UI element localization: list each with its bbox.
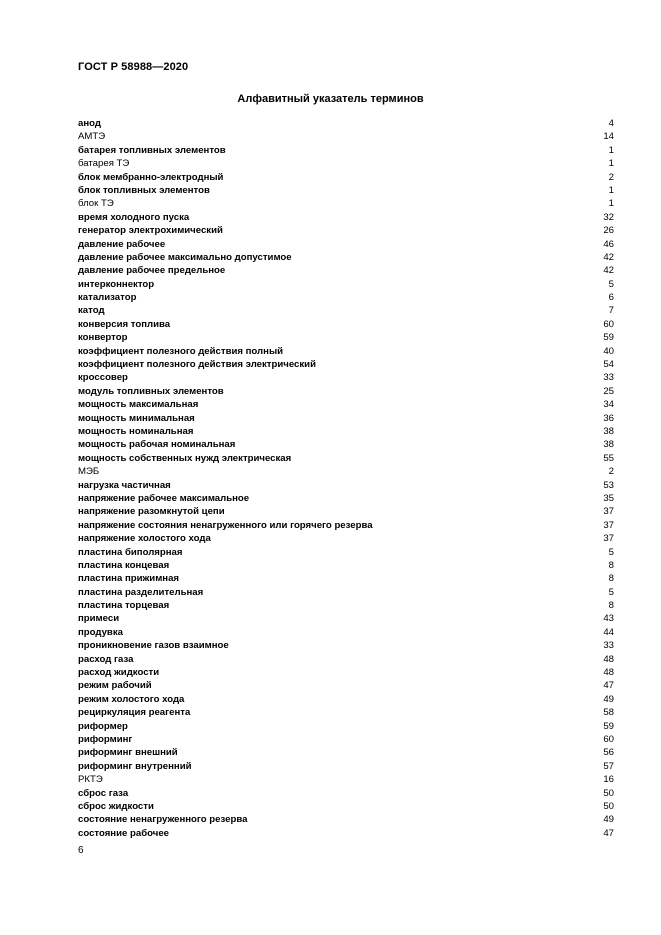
index-page-ref: 33 [603, 372, 614, 384]
index-page-ref: 46 [603, 238, 614, 250]
index-term: режим рабочий [78, 680, 152, 692]
index-page-ref: 42 [603, 265, 614, 277]
index-entry [78, 465, 614, 478]
index-page-ref: 50 [603, 800, 614, 812]
index-page-ref: 1 [608, 158, 614, 170]
index-title: Алфавитный указатель терминов [237, 93, 424, 105]
index-entry [78, 827, 614, 840]
index-term: риформинг внутренний [78, 760, 192, 772]
index-entry [78, 813, 614, 826]
index-page-ref: 38 [603, 439, 614, 451]
index-term: риформер [78, 720, 128, 732]
index-page-ref: 50 [603, 787, 614, 799]
index-term: АМТЭ [78, 131, 106, 143]
index-page-ref: 1 [608, 144, 614, 156]
index-term: расход газа [78, 653, 134, 665]
index-page-ref: 59 [603, 332, 614, 344]
index-page-ref: 56 [603, 747, 614, 759]
index-entry [78, 693, 614, 706]
index-term: мощность максимальная [78, 399, 199, 411]
index-term: интерконнектор [78, 278, 155, 290]
index-entry [78, 264, 614, 277]
index-entry [78, 184, 614, 197]
index-term: состояние рабочее [78, 827, 169, 839]
index-entry [78, 666, 614, 679]
index-page-ref: 2 [608, 171, 614, 183]
index-page-ref: 54 [603, 359, 614, 371]
index-term: блок топливных элементов [78, 184, 210, 196]
index-entry [78, 438, 614, 451]
index-term: мощность собственных нужд электрическая [78, 452, 292, 464]
index-term: блок мембранно-электродный [78, 171, 224, 183]
index-page-ref: 5 [608, 546, 614, 558]
index-entry [78, 746, 614, 759]
index-term: мощность рабочая номинальная [78, 439, 236, 451]
index-term: мощность минимальная [78, 412, 195, 424]
index-term: рециркуляция реагента [78, 707, 191, 719]
index-term: напряжение состояния ненагруженного или горячего резерва [78, 519, 373, 531]
index-entry [78, 773, 614, 786]
index-entry [78, 546, 614, 559]
index-entry [78, 760, 614, 773]
index-page-ref: 14 [603, 131, 614, 143]
index-entry [78, 130, 614, 143]
index-page-ref: 37 [603, 533, 614, 545]
index-entry [78, 639, 614, 652]
index-term: состояние ненагруженного резерва [78, 814, 248, 826]
index-term: примеси [78, 613, 120, 625]
index-term: проникновение газов взаимное [78, 640, 229, 652]
index-term: пластина торцевая [78, 600, 170, 612]
index-term: пластина разделительная [78, 586, 204, 598]
index-term: напряжение холостого хода [78, 533, 211, 545]
index-entry [78, 291, 614, 304]
index-entry [78, 612, 614, 625]
index-entry [78, 171, 614, 184]
index-page-ref: 8 [608, 559, 614, 571]
index-entry [78, 505, 614, 518]
index-page-ref: 36 [603, 412, 614, 424]
index-page-ref: 4 [608, 118, 614, 129]
index-page-ref: 49 [603, 693, 614, 705]
index-term: мощность номинальная [78, 425, 194, 437]
index-term: продувка [78, 626, 123, 638]
index-page-ref: 40 [603, 345, 614, 357]
index-term: коэффициент полезного действия полный [78, 345, 284, 357]
index-entry [78, 238, 614, 251]
index-term: катализатор [78, 292, 137, 304]
index-term: напряжение рабочее максимальное [78, 492, 250, 504]
index-page-ref: 47 [603, 827, 614, 839]
index-entry [78, 318, 614, 331]
index-entry [78, 425, 614, 438]
index-entry [78, 679, 614, 692]
index-page-ref: 48 [603, 653, 614, 665]
index-page-ref: 60 [603, 733, 614, 745]
index-term: сброс жидкости [78, 800, 154, 812]
index-entry [78, 572, 614, 585]
index-page-ref: 37 [603, 519, 614, 531]
index-entry [78, 371, 614, 384]
index-entry [78, 224, 614, 237]
index-entry [78, 519, 614, 532]
index-page-ref: 37 [603, 506, 614, 518]
index-page-ref: 7 [608, 305, 614, 317]
index-page-ref: 58 [603, 707, 614, 719]
index-term: время холодного пуска [78, 211, 190, 223]
index-entry [78, 117, 614, 130]
index-term: катод [78, 305, 105, 317]
index-entry [78, 144, 614, 157]
index-entry [78, 197, 614, 210]
index-entry [78, 251, 614, 264]
index-entry [78, 479, 614, 492]
index-term: сброс газа [78, 787, 129, 799]
index-entry [78, 599, 614, 612]
index-term: кроссовер [78, 372, 128, 384]
index-term: риформинг внешний [78, 747, 178, 759]
index-entry [78, 706, 614, 719]
index-term: конвертор [78, 332, 128, 344]
index-page-ref: 5 [608, 586, 614, 598]
index-entry [78, 532, 614, 545]
index-term: коэффициент полезного действия электрический [78, 359, 316, 371]
index-entry [78, 800, 614, 813]
index-entry [78, 452, 614, 465]
index-entry [78, 398, 614, 411]
index-page-ref: 5 [608, 278, 614, 290]
index-term: пластина биполярная [78, 546, 183, 558]
index-page-ref: 8 [608, 573, 614, 585]
index-term: нагрузка частичная [78, 479, 171, 491]
index-entry [78, 733, 614, 746]
index-page-ref: 47 [603, 680, 614, 692]
index-page-ref: 53 [603, 479, 614, 491]
index-term: МЭБ [78, 466, 100, 478]
index-term: пластина концевая [78, 559, 170, 571]
index-term: риформинг [78, 733, 133, 745]
index-page-ref: 44 [603, 626, 614, 638]
index-entry [78, 358, 614, 371]
index-term: батарея ТЭ [78, 158, 130, 170]
index-page-ref: 2 [608, 466, 614, 478]
index-page-ref: 8 [608, 600, 614, 612]
index-page-ref: 1 [608, 184, 614, 196]
index-page-ref: 43 [603, 613, 614, 625]
index-page-ref: 59 [603, 720, 614, 732]
index-page-ref: 60 [603, 318, 614, 330]
index-term: напряжение разомкнутой цепи [78, 506, 225, 518]
index-page-ref: 6 [608, 292, 614, 304]
index-page-ref: 33 [603, 640, 614, 652]
index-term: режим холостого хода [78, 693, 185, 705]
index-page-ref: 49 [603, 814, 614, 826]
index-term: давление рабочее предельное [78, 265, 226, 277]
index-entry [78, 157, 614, 170]
index-page-ref: 32 [603, 211, 614, 223]
index-term: пластина прижимная [78, 573, 180, 585]
index-entry [78, 412, 614, 425]
index-term: конверсия топлива [78, 318, 171, 330]
index-page-ref: 38 [603, 425, 614, 437]
index-term: батарея топливных элементов [78, 144, 226, 156]
index-page-ref: 16 [603, 774, 614, 786]
index-entry [78, 559, 614, 572]
index-page-ref: 1 [608, 198, 614, 210]
index-page-ref: 48 [603, 667, 614, 679]
index-term: модуль топливных элементов [78, 385, 224, 397]
index-entry [78, 385, 614, 398]
index-page-ref: 35 [603, 492, 614, 504]
index-entry [78, 278, 614, 291]
index-entry [78, 331, 614, 344]
document-header: ГОСТ Р 58988—2020 [78, 61, 189, 73]
index-page-ref: 42 [603, 251, 614, 263]
index-entry [78, 304, 614, 317]
index-entry [78, 492, 614, 505]
index-term: давление рабочее [78, 238, 166, 250]
page-number: 6 [78, 845, 84, 856]
index-entry [78, 653, 614, 666]
index-page-ref: 25 [603, 385, 614, 397]
index-term: блок ТЭ [78, 198, 114, 210]
index-entry [78, 720, 614, 733]
index-term: РКТЭ [78, 774, 103, 786]
index-term: генератор электрохимический [78, 225, 223, 237]
index-page-ref: 57 [603, 760, 614, 772]
index-entry [78, 345, 614, 358]
index-entry [78, 626, 614, 639]
index-term: анод [78, 118, 101, 129]
index-entry [78, 211, 614, 224]
term-index-list [78, 117, 614, 840]
index-term: расход жидкости [78, 667, 160, 679]
index-entry [78, 787, 614, 800]
index-page-ref: 26 [603, 225, 614, 237]
index-term: давление рабочее максимально допустимое [78, 251, 292, 263]
index-page-ref: 34 [603, 399, 614, 411]
index-entry [78, 586, 614, 599]
index-page-ref: 55 [603, 452, 614, 464]
